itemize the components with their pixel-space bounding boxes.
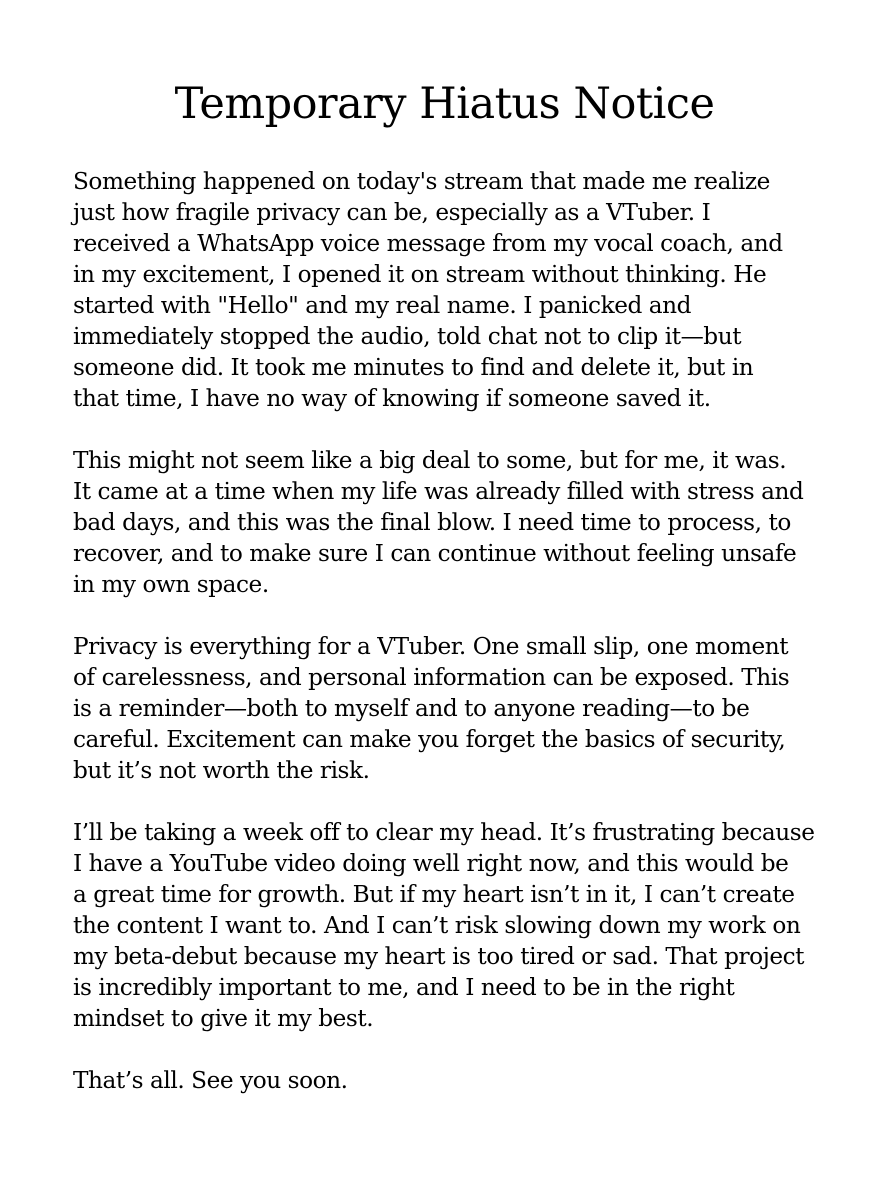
paragraph-line: It came at a time when my life was already filled with stress and: [73, 478, 804, 505]
paragraph-line: bad days, and this was the final blow. I need time to process, to: [73, 509, 791, 536]
paragraph-4: [73, 817, 833, 1034]
paragraph-line: in my own space.: [73, 571, 269, 598]
paragraph-line: but it’s not worth the risk.: [73, 757, 370, 784]
paragraph-line: mindset to give it my best.: [73, 1005, 374, 1032]
paragraph-line: Privacy is everything for a VTuber. One small slip, one moment: [73, 633, 789, 660]
paragraph-line: This might not seem like a big deal to some, but for me, it was.: [73, 447, 787, 474]
paragraph-line: that time, I have no way of knowing if someone saved it.: [73, 385, 711, 412]
paragraph-line: recover, and to make sure I can continue without feeling unsafe: [73, 540, 797, 567]
paragraph-line: is incredibly important to me, and I need to be in the right: [73, 974, 735, 1001]
paragraph-5: [73, 1065, 833, 1096]
paragraph-line: I’ll be taking a week off to clear my head. It’s frustrating because: [73, 819, 815, 846]
paragraph-3: [73, 631, 833, 786]
paragraph-2: [73, 445, 833, 600]
paragraph-line: careful. Excitement can make you forget the basics of security,: [73, 726, 786, 753]
paragraph-1: [73, 166, 833, 414]
paragraph-line: I have a YouTube video doing well right now, and this would be: [73, 850, 789, 877]
paragraph-line: a great time for growth. But if my heart isn’t in it, I can’t create: [73, 881, 795, 908]
paragraph-line: of carelessness, and personal information can be exposed. This: [73, 664, 790, 691]
document-body: [73, 166, 833, 1127]
paragraph-line: started with "Hello" and my real name. I panicked and: [73, 292, 692, 319]
page-title: Temporary Hiatus Notice: [174, 79, 715, 129]
paragraph-line: That’s all. See you soon.: [73, 1067, 348, 1094]
paragraph-line: my beta-debut because my heart is too tired or sad. That project: [73, 943, 805, 970]
paragraph-line: in my excitement, I opened it on stream without thinking. He: [73, 261, 767, 288]
paragraph-line: someone did. It took me minutes to find and delete it, but in: [73, 354, 754, 381]
paragraph-line: is a reminder—both to myself and to anyone reading—to be: [73, 695, 750, 722]
paragraph-line: Something happened on today's stream that made me realize: [73, 168, 770, 195]
paragraph-line: the content I want to. And I can’t risk slowing down my work on: [73, 912, 801, 939]
paragraph-line: just how fragile privacy can be, especially as a VTuber. I: [73, 199, 711, 226]
paragraph-line: received a WhatsApp voice message from my vocal coach, and: [73, 230, 783, 257]
paragraph-line: immediately stopped the audio, told chat not to clip it—but: [73, 323, 742, 350]
